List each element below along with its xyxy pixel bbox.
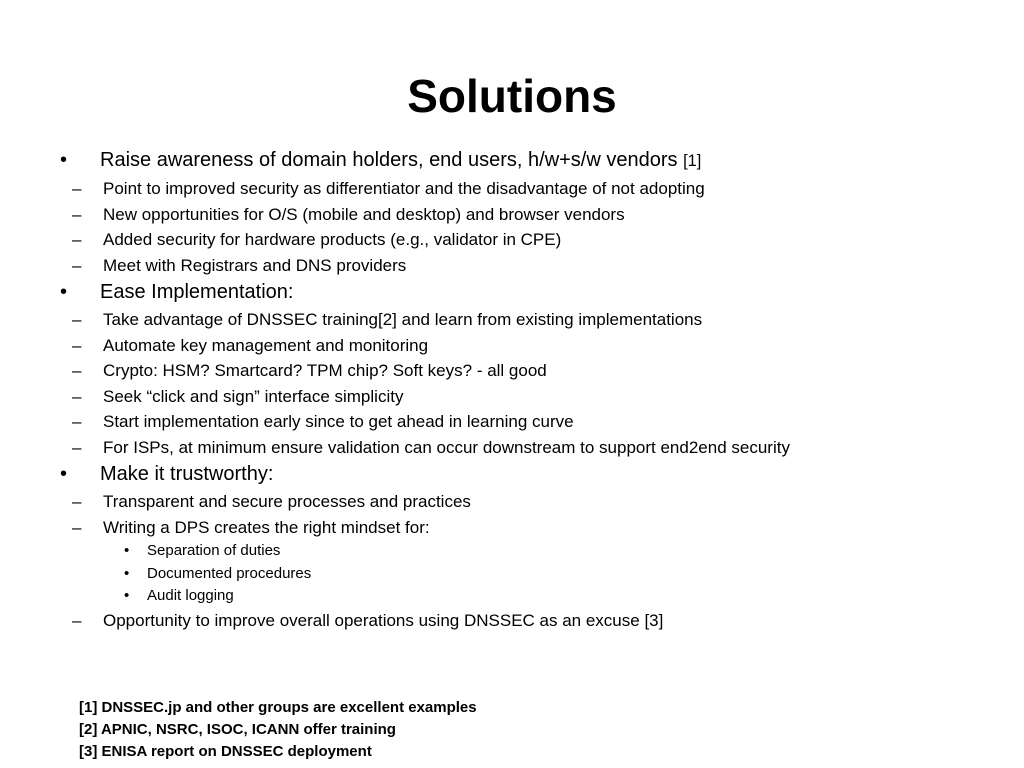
bullet-list: [58, 146, 978, 633]
sub-item: [58, 358, 978, 384]
bullet-dot-icon: •: [124, 542, 130, 559]
bullet-text: Raise awareness of domain holders, end users, h/w+s/w vendors: [100, 149, 678, 171]
sub-item-text: For ISPs, at minimum ensure validation can occur downstream to support end2end security: [103, 437, 790, 457]
bullet-dot-icon: •: [124, 564, 130, 582]
sub-item: [58, 333, 978, 359]
dash-icon: –: [72, 386, 82, 406]
sub-item-text: New opportunities for O/S (mobile and desktop) and browser vendors: [103, 204, 625, 224]
bullet-text: Make it trustworthy:: [100, 463, 274, 485]
sub-item-text: Added security for hardware products (e.g., validator in CPE): [103, 230, 562, 249]
dash-icon: –: [72, 204, 82, 224]
sub-item-text-pre: Take advantage of DNSSEC training: [103, 310, 378, 329]
dash-icon: –: [72, 230, 82, 249]
sub-item-text: Seek “click and sign” interface simplicity: [103, 386, 404, 406]
bullet-dot-icon: •: [60, 281, 68, 303]
sub-item: [58, 384, 978, 410]
footnote: [3] ENISA report on DNSSEC deployment: [79, 743, 372, 760]
sub-item-text: Transparent and secure processes and practices: [103, 492, 471, 511]
sub-sub-list-container: [58, 540, 978, 608]
sub-item: [58, 409, 978, 435]
sub-item: [58, 176, 978, 202]
sub-list-container: [58, 489, 978, 633]
sub-list: [58, 176, 978, 278]
footnotes: [79, 697, 477, 763]
bullet-text: Ease Implementation:: [100, 281, 294, 303]
sub-sub-item: [58, 540, 978, 563]
sub-item: [58, 608, 978, 634]
sub-list-container: [58, 176, 978, 278]
bullet-dot-icon: •: [124, 587, 130, 604]
sub-item-text: Crypto: HSM? Smartcard? TPM chip? Soft keys? - all good: [103, 361, 547, 380]
dash-icon: –: [72, 437, 82, 457]
dash-icon: –: [72, 179, 82, 198]
sub-sub-item-text: Documented procedures: [147, 564, 312, 582]
dash-icon: –: [72, 255, 82, 275]
citation-ref: [1]: [683, 152, 702, 170]
sub-list: [58, 489, 978, 633]
bullet-item: [58, 278, 978, 307]
sub-sub-item: [58, 563, 978, 586]
sub-item: [58, 489, 978, 515]
dash-icon: –: [72, 492, 82, 511]
bullet-item: [58, 460, 978, 489]
footnote: [2] APNIC, NSRC, ISOC, ICANN offer training: [79, 721, 396, 738]
sub-item-text-post: and learn from existing implementations: [396, 310, 703, 329]
sub-list: [58, 307, 978, 460]
citation-ref: [2]: [378, 310, 397, 329]
sub-item: [58, 435, 978, 461]
dash-icon: –: [72, 412, 82, 431]
sub-item-text: Meet with Registrars and DNS providers: [103, 255, 407, 275]
sub-item: [58, 307, 978, 333]
sub-item: [58, 515, 978, 541]
bullet-item: [58, 146, 978, 176]
dash-icon: –: [72, 361, 82, 380]
sub-item-text: Start implementation early since to get ahead in learning curve: [103, 412, 574, 431]
sub-item: [58, 202, 978, 228]
dash-icon: –: [72, 335, 82, 355]
sub-item-text: Automate key management and monitoring: [103, 335, 429, 355]
dash-icon: –: [72, 517, 82, 537]
sub-sub-list: [58, 540, 978, 608]
dash-icon: –: [72, 310, 82, 329]
slide-title: Solutions: [407, 70, 617, 122]
sub-item: [58, 253, 978, 279]
footnote: [1] DNSSEC.jp and other groups are excellent examples: [79, 699, 477, 716]
sub-item-text: Writing a DPS creates the right mindset for:: [103, 517, 430, 537]
sub-sub-item-text: Audit logging: [147, 587, 234, 604]
bullet-dot-icon: •: [60, 463, 68, 485]
sub-sub-item: [58, 585, 978, 608]
sub-item: [58, 227, 978, 253]
sub-sub-item-text: Separation of duties: [147, 542, 281, 559]
bullet-dot-icon: •: [60, 149, 68, 171]
citation-ref: [3]: [644, 610, 664, 630]
dash-icon: –: [72, 610, 82, 630]
sub-list-container: [58, 307, 978, 460]
sub-item-text: Point to improved security as differentiator and the disadvantage of not adopting: [103, 179, 705, 198]
sub-item-text: Opportunity to improve overall operations using DNSSEC as an excuse: [103, 610, 640, 630]
